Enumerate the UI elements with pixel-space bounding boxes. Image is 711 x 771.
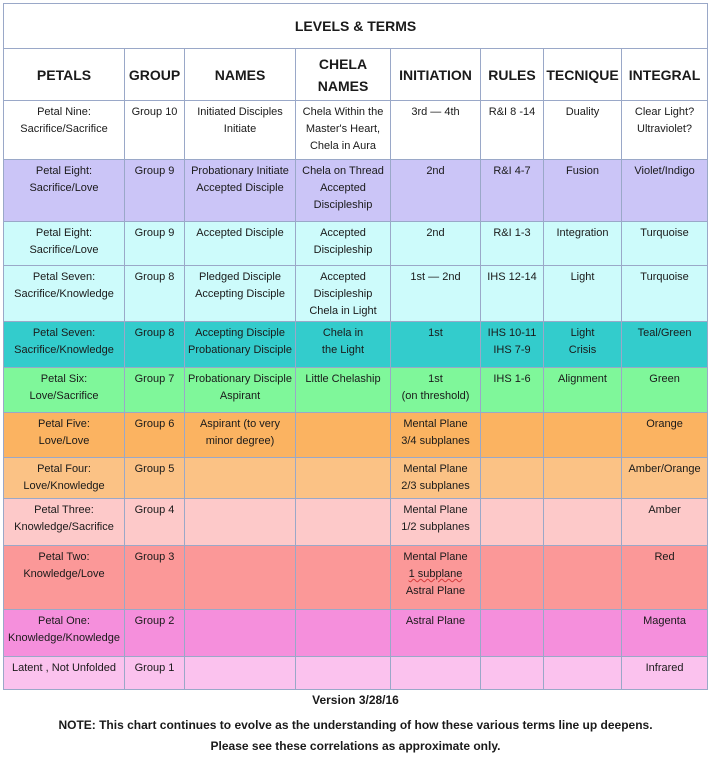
rules-cell bbox=[481, 458, 544, 499]
footer-note-2: Please see these correlations as approximate only. bbox=[210, 739, 501, 753]
initiation-cell bbox=[391, 101, 481, 160]
technique-cell bbox=[544, 458, 622, 499]
technique-cell bbox=[544, 610, 622, 657]
group-cell bbox=[125, 368, 185, 413]
technique-line: Integration bbox=[556, 227, 609, 239]
chela-line: Discipleship bbox=[313, 244, 373, 256]
technique-cell bbox=[544, 368, 622, 413]
chela-line: the Light bbox=[321, 344, 365, 356]
integral-cell bbox=[622, 499, 708, 546]
petal-line: Love/Sacrifice bbox=[29, 390, 99, 402]
petal-cell bbox=[4, 413, 125, 458]
names-cell bbox=[185, 458, 296, 499]
petal-cell bbox=[4, 322, 125, 368]
chela-cell bbox=[296, 101, 391, 160]
integral-line: Magenta bbox=[643, 615, 686, 627]
header-integral: INTEGRAL bbox=[622, 49, 708, 101]
chela-line: Accepted bbox=[320, 271, 366, 283]
initiation-cell bbox=[391, 546, 481, 610]
petal-line: Sacrifice/Sacrifice bbox=[20, 123, 108, 135]
initiation-line: 1st bbox=[428, 327, 443, 339]
names-cell bbox=[185, 222, 296, 266]
initiation-line: 3rd — 4th bbox=[411, 106, 460, 118]
rules-cell bbox=[481, 266, 544, 322]
header-chela-line1: CHELA bbox=[318, 55, 368, 72]
integral-line: Clear Light? bbox=[634, 106, 695, 118]
technique-line: Alignment bbox=[558, 373, 607, 385]
chela-line: Chela on Thread bbox=[302, 165, 384, 177]
initiation-line: Astral Plane bbox=[405, 585, 466, 597]
group-line: Group 3 bbox=[134, 551, 175, 563]
table-body bbox=[4, 101, 708, 690]
names-line: minor degree) bbox=[205, 435, 275, 447]
petal-line: Sacrifice/Knowledge bbox=[14, 344, 114, 356]
integral-line: Violet/Indigo bbox=[634, 165, 695, 177]
chela-cell bbox=[296, 458, 391, 499]
names-line: Accepting Disciple bbox=[195, 288, 285, 300]
initiation-line: 3/4 subplanes bbox=[401, 435, 470, 447]
names-line: Initiated Disciples bbox=[197, 106, 283, 118]
initiation-line: Mental Plane bbox=[403, 504, 468, 516]
chela-line: Little Chelaship bbox=[305, 373, 381, 385]
initiation-line: 2/3 subplanes bbox=[401, 480, 470, 492]
names-line: Accepted Disciple bbox=[196, 182, 284, 194]
initiation-cell bbox=[391, 322, 481, 368]
integral-line: Infrared bbox=[645, 662, 684, 674]
names-line: Probationary Initiate bbox=[191, 165, 289, 177]
petal-line: Petal Seven: bbox=[32, 327, 96, 339]
table-row bbox=[4, 499, 708, 546]
petal-line: Sacrifice/Love bbox=[29, 244, 99, 256]
integral-line: Teal/Green bbox=[637, 327, 692, 339]
petal-cell bbox=[4, 368, 125, 413]
petal-line: Knowledge/Sacrifice bbox=[14, 521, 114, 533]
technique-cell bbox=[544, 266, 622, 322]
group-cell bbox=[125, 322, 185, 368]
chela-cell bbox=[296, 322, 391, 368]
table-row bbox=[4, 160, 708, 222]
chela-line: Discipleship bbox=[313, 288, 373, 300]
names-line: Pledged Disciple bbox=[199, 271, 281, 283]
table-row bbox=[4, 413, 708, 458]
initiation-line: 1/2 subplanes bbox=[401, 521, 470, 533]
rules-cell bbox=[481, 546, 544, 610]
group-cell bbox=[125, 266, 185, 322]
chela-line: Chela in bbox=[322, 327, 364, 339]
chela-cell bbox=[296, 610, 391, 657]
petal-line: Petal Two: bbox=[38, 551, 90, 563]
names-cell bbox=[185, 546, 296, 610]
petal-cell bbox=[4, 101, 125, 160]
rules-cell bbox=[481, 222, 544, 266]
petal-cell bbox=[4, 222, 125, 266]
technique-line: Duality bbox=[565, 106, 600, 118]
technique-cell bbox=[544, 413, 622, 458]
initiation-line: 1 subplane bbox=[408, 568, 463, 580]
group-cell bbox=[125, 222, 185, 266]
table-row bbox=[4, 546, 708, 610]
group-cell bbox=[125, 657, 185, 690]
group-cell bbox=[125, 610, 185, 657]
initiation-line: Mental Plane bbox=[403, 418, 468, 430]
table-row bbox=[4, 266, 708, 322]
table-row bbox=[4, 101, 708, 160]
integral-cell bbox=[622, 222, 708, 266]
names-cell bbox=[185, 499, 296, 546]
table-row bbox=[4, 368, 708, 413]
petal-line: Petal Seven: bbox=[32, 271, 96, 283]
initiation-cell bbox=[391, 266, 481, 322]
technique-cell bbox=[544, 499, 622, 546]
names-cell bbox=[185, 266, 296, 322]
rules-line: IHS 7-9 bbox=[493, 344, 531, 356]
group-line: Group 10 bbox=[131, 106, 178, 118]
table-title: LEVELS & TERMS bbox=[4, 4, 708, 49]
integral-line: Amber/Orange bbox=[628, 463, 701, 475]
group-cell bbox=[125, 546, 185, 610]
petal-line: Petal Eight: bbox=[35, 227, 93, 239]
names-line: Aspirant bbox=[219, 390, 261, 402]
petal-line: Knowledge/Love bbox=[23, 568, 105, 580]
petal-cell bbox=[4, 458, 125, 499]
group-cell bbox=[125, 413, 185, 458]
integral-cell bbox=[622, 160, 708, 222]
initiation-cell bbox=[391, 413, 481, 458]
integral-line: Amber bbox=[648, 504, 681, 516]
integral-cell bbox=[622, 610, 708, 657]
table-row bbox=[4, 322, 708, 368]
petal-cell bbox=[4, 546, 125, 610]
initiation-cell bbox=[391, 657, 481, 690]
levels-terms-table bbox=[3, 3, 708, 690]
integral-line: Red bbox=[654, 551, 675, 563]
names-cell bbox=[185, 413, 296, 458]
petal-line: Petal Six: bbox=[40, 373, 88, 385]
rules-line: R&I 1-3 bbox=[493, 227, 531, 239]
petal-cell bbox=[4, 610, 125, 657]
technique-line: Light bbox=[570, 327, 595, 339]
petal-line: Petal Five: bbox=[38, 418, 90, 430]
names-line: Probationary Disciple bbox=[188, 344, 292, 356]
names-line: Probationary Disciple bbox=[188, 373, 292, 385]
chela-cell bbox=[296, 413, 391, 458]
initiation-line: 1st — 2nd bbox=[410, 271, 461, 283]
integral-cell bbox=[622, 266, 708, 322]
initiation-cell bbox=[391, 160, 481, 222]
petal-line: Petal Four: bbox=[37, 463, 91, 475]
technique-cell bbox=[544, 222, 622, 266]
chela-cell bbox=[296, 160, 391, 222]
petal-cell bbox=[4, 499, 125, 546]
technique-cell bbox=[544, 322, 622, 368]
rules-cell bbox=[481, 610, 544, 657]
petal-line: Love/Love bbox=[38, 435, 90, 447]
header-names: NAMES bbox=[185, 49, 296, 101]
initiation-line: 2nd bbox=[426, 165, 445, 177]
group-line: Group 7 bbox=[134, 373, 175, 385]
header-chela-line2: NAMES bbox=[317, 77, 369, 94]
group-line: Group 9 bbox=[134, 227, 175, 239]
rules-cell bbox=[481, 368, 544, 413]
petal-cell bbox=[4, 160, 125, 222]
integral-cell bbox=[622, 413, 708, 458]
names-cell bbox=[185, 160, 296, 222]
rules-cell bbox=[481, 160, 544, 222]
group-line: Group 1 bbox=[134, 662, 175, 674]
integral-cell bbox=[622, 546, 708, 610]
chela-cell bbox=[296, 499, 391, 546]
group-cell bbox=[125, 160, 185, 222]
table-row bbox=[4, 458, 708, 499]
initiation-line: Mental Plane bbox=[403, 463, 468, 475]
chela-line: Chela Within the bbox=[302, 106, 384, 118]
integral-cell bbox=[622, 101, 708, 160]
chela-line: Accepted bbox=[320, 227, 366, 239]
header-technique: TECNIQUE bbox=[544, 49, 622, 101]
header-petals: PETALS bbox=[4, 49, 125, 101]
petal-line: Petal Eight: bbox=[35, 165, 93, 177]
petal-line: Sacrifice/Love bbox=[29, 182, 99, 194]
header-initiation: INITIATION bbox=[391, 49, 481, 101]
rules-cell bbox=[481, 499, 544, 546]
names-cell bbox=[185, 322, 296, 368]
table-row bbox=[4, 610, 708, 657]
petal-line: Petal Three: bbox=[34, 504, 94, 516]
technique-cell bbox=[544, 160, 622, 222]
petal-line: Love/Knowledge bbox=[23, 480, 105, 492]
integral-cell bbox=[622, 322, 708, 368]
rules-line: IHS 1-6 bbox=[493, 373, 531, 385]
technique-cell bbox=[544, 657, 622, 690]
names-cell bbox=[185, 657, 296, 690]
rules-cell bbox=[481, 322, 544, 368]
chela-line: Accepted bbox=[320, 182, 366, 194]
integral-line: Green bbox=[649, 373, 680, 385]
chela-line: Discipleship bbox=[313, 199, 373, 211]
chela-cell bbox=[296, 546, 391, 610]
technique-line: Fusion bbox=[565, 165, 600, 177]
chela-line: Chela in Light bbox=[309, 305, 377, 317]
rules-line: IHS 12-14 bbox=[487, 271, 537, 283]
petal-cell bbox=[4, 657, 125, 690]
group-cell bbox=[125, 101, 185, 160]
group-line: Group 4 bbox=[134, 504, 175, 516]
initiation-cell bbox=[391, 458, 481, 499]
petal-line: Knowledge/Knowledge bbox=[8, 632, 120, 644]
initiation-line: (on threshold) bbox=[401, 390, 470, 402]
group-line: Group 6 bbox=[134, 418, 175, 430]
table-row bbox=[4, 222, 708, 266]
integral-line: Ultraviolet? bbox=[637, 123, 693, 135]
chela-cell bbox=[296, 368, 391, 413]
chela-cell bbox=[296, 266, 391, 322]
integral-line: Turquoise bbox=[640, 227, 689, 239]
petal-line: Petal Nine: bbox=[37, 106, 91, 118]
names-line: Accepting Disciple bbox=[195, 327, 285, 339]
rules-line: IHS 10-11 bbox=[487, 327, 537, 339]
technique-cell bbox=[544, 546, 622, 610]
names-cell bbox=[185, 610, 296, 657]
initiation-cell bbox=[391, 368, 481, 413]
initiation-line: 1st bbox=[428, 373, 443, 385]
group-cell bbox=[125, 499, 185, 546]
names-cell bbox=[185, 101, 296, 160]
integral-line: Orange bbox=[646, 418, 683, 430]
petal-cell bbox=[4, 266, 125, 322]
rules-cell bbox=[481, 657, 544, 690]
group-line: Group 9 bbox=[134, 165, 175, 177]
rules-cell bbox=[481, 101, 544, 160]
integral-cell bbox=[622, 657, 708, 690]
petal-line: Latent , Not Unfolded bbox=[12, 662, 116, 674]
initiation-cell bbox=[391, 499, 481, 546]
group-line: Group 8 bbox=[134, 327, 175, 339]
group-cell bbox=[125, 458, 185, 499]
initiation-line: Astral Plane bbox=[405, 615, 466, 627]
header-rules: RULES bbox=[481, 49, 544, 101]
petal-line: Sacrifice/Knowledge bbox=[14, 288, 114, 300]
chela-cell bbox=[296, 222, 391, 266]
petal-line: Petal One: bbox=[38, 615, 90, 627]
technique-cell bbox=[544, 101, 622, 160]
integral-line: Turquoise bbox=[640, 271, 689, 283]
footer-note: NOTE: This chart continues to evolve as the understanding of how these various terms line up deepens. bbox=[58, 718, 653, 732]
header-chela-names bbox=[296, 49, 391, 101]
table-row bbox=[4, 657, 708, 690]
chela-line: Master's Heart, bbox=[305, 123, 381, 135]
chela-cell bbox=[296, 657, 391, 690]
group-line: Group 8 bbox=[134, 271, 175, 283]
initiation-cell bbox=[391, 610, 481, 657]
integral-cell bbox=[622, 458, 708, 499]
group-line: Group 5 bbox=[134, 463, 175, 475]
chela-line: Chela in Aura bbox=[309, 140, 377, 152]
initiation-line: 2nd bbox=[426, 227, 445, 239]
rules-cell bbox=[481, 413, 544, 458]
initiation-cell bbox=[391, 222, 481, 266]
names-line: Initiate bbox=[223, 123, 257, 135]
header-group: GROUP bbox=[125, 49, 185, 101]
rules-line: R&I 4-7 bbox=[493, 165, 531, 177]
names-cell bbox=[185, 368, 296, 413]
names-line: Accepted Disciple bbox=[196, 227, 284, 239]
technique-line: Light bbox=[570, 271, 595, 283]
names-line: Aspirant (to very bbox=[199, 418, 281, 430]
group-line: Group 2 bbox=[134, 615, 175, 627]
initiation-line: Mental Plane bbox=[403, 551, 468, 563]
integral-cell bbox=[622, 368, 708, 413]
technique-line: Crisis bbox=[568, 344, 597, 356]
rules-line: R&I 8 -14 bbox=[488, 106, 536, 118]
version-label: Version 3/28/16 bbox=[312, 693, 399, 707]
